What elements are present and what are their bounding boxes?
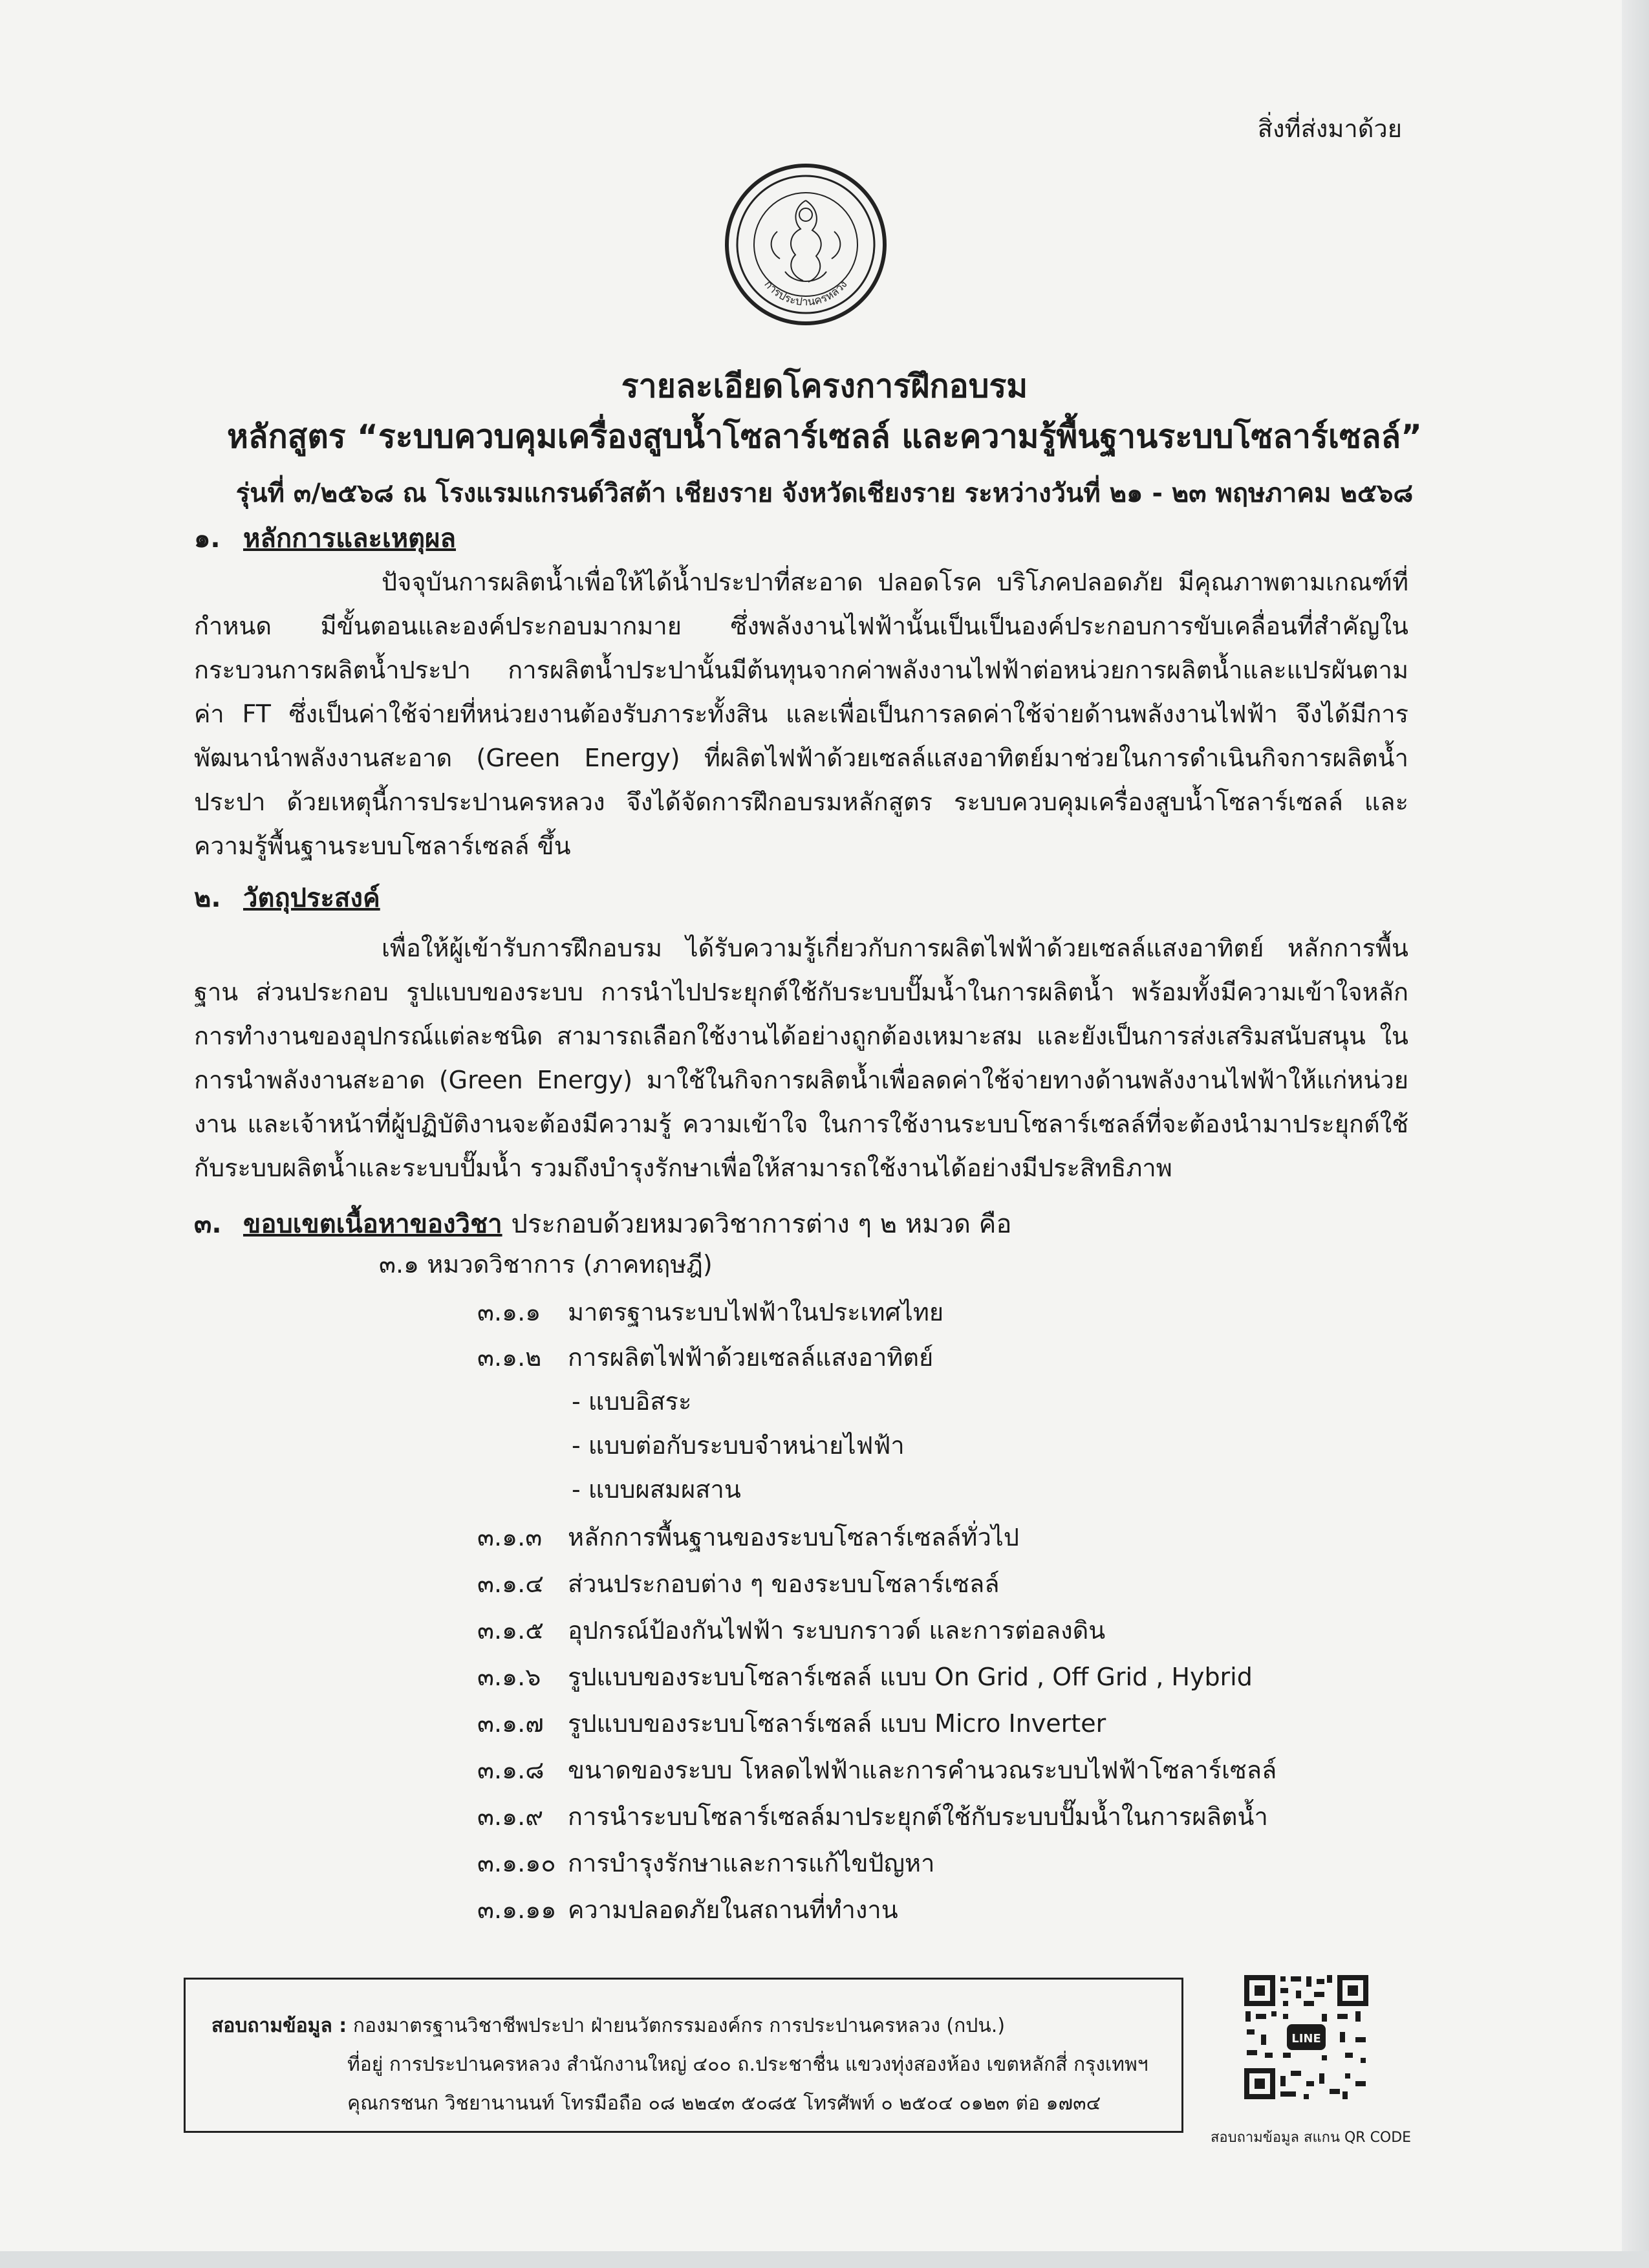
list-item: ๓.๑.๙ การนำระบบโซลาร์เซลล์มาประยุกต์ใช้กับระบบปั๊มน้ำในการผลิตน้ำ [477, 1802, 1268, 1831]
sub-item: - แบบต่อกับระบบจำหน่ายไฟฟ้า [572, 1431, 905, 1460]
section1-body [194, 560, 1408, 868]
list-item: ๓.๑.๑ มาตรฐานระบบไฟฟ้าในประเทศไทย [477, 1298, 944, 1326]
sub-item: - แบบอิสระ [572, 1387, 692, 1416]
section1-title: หลักการและเหตุผล [243, 524, 457, 554]
section2-number: ๒. [194, 883, 221, 913]
section3-intro: ประกอบด้วยหมวดวิชาการต่าง ๆ ๒ หมวด คือ [511, 1209, 1012, 1239]
line-qr-code[interactable] [1242, 1972, 1371, 2102]
list-item: ๓.๑.๓ หลักการพื้นฐานของระบบโซลาร์เซลล์ทั่วไป [477, 1523, 1020, 1551]
mwa-seal-logo [723, 162, 889, 327]
session-info: รุ่นที่ ๓/๒๕๖๘ ณ โรงแรมแกรนด์วิสต้า เชียงราย จังหวัดเชียงราย ระหว่างวันที่ ๒๑ - ๒๓ พฤษภาคม ๒๕๖๘ [235, 479, 1414, 508]
list-item: ๓.๑.๖ รูปแบบของระบบโซลาร์เซลล์ แบบ On Grid , Off Grid , Hybrid [477, 1663, 1253, 1691]
scan-edge-right [1622, 0, 1649, 2268]
list-item: ๓.๑.๒ การผลิตไฟฟ้าด้วยเซลล์แสงอาทิตย์ [477, 1343, 934, 1372]
section2-title: วัตถุประสงค์ [243, 883, 380, 913]
section2-body [194, 926, 1408, 1190]
list-item: ๓.๑.๑๑ ความปลอดภัยในสถานที่ทำงาน [477, 1895, 898, 1924]
contact-label: สอบถามข้อมูล : [211, 2014, 347, 2037]
contact-box [184, 1978, 1183, 2133]
section1-number: ๑. [194, 524, 221, 554]
document-title: รายละเอียดโครงการฝึกอบรม [621, 367, 1028, 405]
list-item: ๓.๑.๑๐ การบำรุงรักษาและการแก้ไขปัญหา [477, 1849, 935, 1877]
section1-text: ปัจจุบันการผลิตน้ำเพื่อให้ได้น้ำประปาที่สะอาด ปลอดโรค บริโภคปลอดภัย มีคุณภาพตามเกณฑ์ที่กำหนด มีขั้นตอนและองค์ประกอบมากมาย ซึ่งพลังงานไฟฟ้านั้นเป็นเป็นองค์ประกอบการขับเคลื่อนที่สำคัญในกระบวนการผลิตน้ำประปา การผลิตน้ำประปานั้นมีต้นทุนจากค่าพลังงานไฟฟ้าต่อหน่วยการผลิตน้ำและแปรผันตามค่า FT ซึ่งเป็นค่าใช้จ่ายที่หน่วยงานต้องรับภาระทั้งสิน และเพื่อเป็นการลดค่าใช้จ่ายด้านพลังงานไฟฟ้า จึงได้มีการพัฒนานำพลังงานสะอาด (Green Energy) ที่ผลิตไฟฟ้าด้วยเซลล์แสงอาทิตย์มาช่วยในการดำเนินกิจการผลิตน้ำประปา ด้วยเหตุนี้การประปานครหลวง จึงได้จัดการฝึกอบรมหลักสูตร ระบบควบคุมเครื่องสูบน้ำโซลาร์เซลล์ และความรู้พื้นฐานระบบโซลาร์เซลล์ ขึ้น [194, 568, 1408, 860]
seal-text: การประปานครหลวง [761, 277, 850, 309]
scan-edge-bottom [0, 2251, 1649, 2268]
contact-line-2: ที่อยู่ การประปานครหลวง สำนักงานใหญ่ ๔๐๐ ถ.ประชาชื่น แขวงทุ่งสองห้อง เขตหลักสี่ กรุงเทพฯ [347, 2053, 1148, 2076]
attachment-note: สิ่งที่ส่งมาด้วย [1257, 114, 1402, 143]
line-badge: LINE [1291, 2032, 1321, 2046]
section3-heading [194, 1203, 1011, 1244]
list-item: ๓.๑.๘ ขนาดของระบบ โหลดไฟฟ้าและการคำนวณระบบไฟฟ้าโซลาร์เซลล์ [477, 1756, 1277, 1784]
section2-heading [194, 877, 380, 918]
list-item: ๓.๑.๔ ส่วนประกอบต่าง ๆ ของระบบโซลาร์เซลล์ [477, 1570, 1000, 1598]
course-title: หลักสูตร “ระบบควบคุมเครื่องสูบน้ำโซลาร์เซลล์ และความรู้พื้นฐานระบบโซลาร์เซลล์” [226, 418, 1423, 455]
section3-number: ๓. [194, 1209, 222, 1239]
section1-heading [194, 517, 456, 559]
qr-caption: สอบถามข้อมูล สแกน QR CODE [1211, 2130, 1412, 2146]
section3-title: ขอบเขตเนื้อหาของวิชา [243, 1209, 502, 1239]
svg-text:การประปานครหลวง [761, 278, 850, 308]
subject-group: ๓.๑ หมวดวิชาการ (ภาคทฤษฎี) [379, 1250, 713, 1279]
contact-line-3: คุณกรชนก วิชยานานนท์ โทรมือถือ ๐๘ ๒๒๔๓ ๕๐๘๕ โทรศัพท์ ๐ ๒๕๐๔ ๐๑๒๓ ต่อ ๑๗๓๔ [347, 2092, 1101, 2115]
sub-item: - แบบผสมผสาน [572, 1475, 741, 1504]
contact-line-1: สอบถามข้อมูล : กองมาตรฐานวิชาชีพประปา ฝ่ายนวัตกรรมองค์กร การประปานครหลวง (กปน.) [211, 2014, 1006, 2037]
list-item: ๓.๑.๕ อุปกรณ์ป้องกันไฟฟ้า ระบบกราวด์ และการต่อลงดิน [477, 1616, 1106, 1645]
list-item: ๓.๑.๗ รูปแบบของระบบโซลาร์เซลล์ แบบ Micro Inverter [477, 1709, 1106, 1738]
section2-text: เพื่อให้ผู้เข้ารับการฝึกอบรม ได้รับความรู้เกี่ยวกับการผลิตไฟฟ้าด้วยเซลล์แสงอาทิตย์ หลักการพื้นฐาน ส่วนประกอบ รูปแบบของระบบ การนำไปประยุกต์ใช้กับระบบปั๊มน้ำในการผลิตน้ำ พร้อมทั้งมีความเข้าใจหลักการทำงานของอุปกรณ์แต่ละชนิด สามารถเลือกใช้งานได้อย่างถูกต้องเหมาะสม และยังเป็นการส่งเสริมสนับสนุน ในการนำพลังงานสะอาด (Green Energy) มาใช้ในกิจการผลิตน้ำเพื่อลดค่าใช้จ่ายทางด้านพลังงานไฟฟ้าให้แก่หน่วยงาน และเจ้าหน้าที่ผู้ปฏิบัติงานจะต้องมีความรู้ ความเข้าใจ ในการใช้งานระบบโซลาร์เซลล์ที่จะต้องนำมาประยุกต์ใช้กับระบบผลิตน้ำและระบบปั๊มน้ำ รวมถึงบำรุงรักษาเพื่อให้สามารถใช้งานได้อย่างมีประสิทธิภาพ [194, 934, 1408, 1182]
